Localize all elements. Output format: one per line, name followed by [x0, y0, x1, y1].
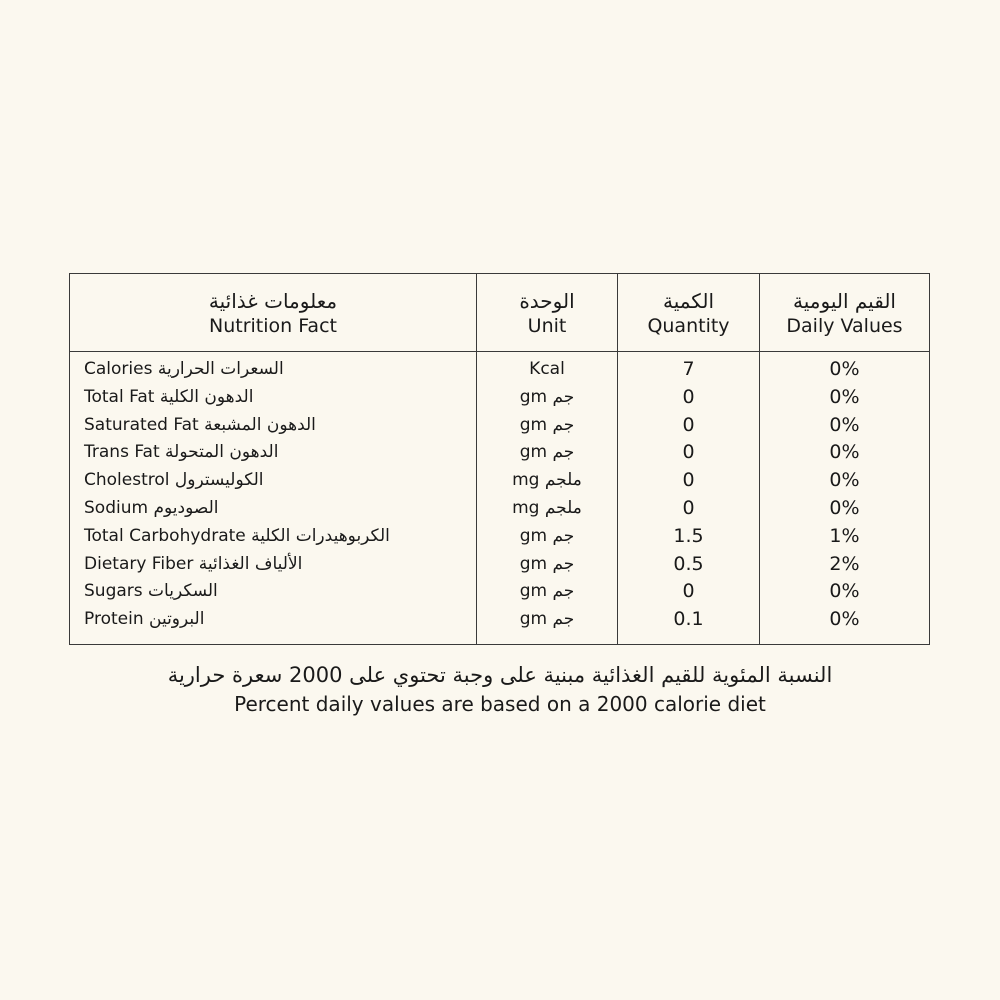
quantity-cell: 0: [682, 441, 695, 464]
daily-value-cell: 2%: [829, 552, 860, 575]
table-row: [70, 467, 929, 495]
nutrient-name: [84, 495, 476, 523]
nutrient-ar: الكوليسترول: [174, 470, 264, 491]
unit-en: mg: [512, 497, 540, 518]
nutrient-en: Dietary Fiber: [84, 553, 194, 574]
nutrient-ar: الدهون المشبعة: [204, 414, 316, 435]
header-quantity-en: Quantity: [647, 314, 730, 337]
daily-value-cell: 0%: [829, 385, 860, 408]
footer-note-ar: النسبة المئوية للقيم الغذائية مبنية على وجبة تحتوي على 2000 سعرة حرارية: [167, 663, 833, 687]
unit-cell: [477, 439, 617, 467]
unit-ar: جم: [552, 525, 575, 546]
header-divider: [70, 351, 929, 352]
quantity-cell: 0: [682, 580, 695, 603]
nutrient-en: Saturated Fat: [84, 414, 199, 435]
nutrient-name: [84, 412, 476, 440]
nutrient-ar: الصوديوم: [153, 497, 219, 518]
quantity-cell: 0.5: [673, 552, 704, 575]
unit-en: gm: [519, 581, 548, 602]
nutrient-ar: الدهون المتحولة: [165, 442, 279, 463]
unit-cell: [477, 551, 617, 579]
unit-cell: [477, 467, 617, 495]
unit-en: mg: [512, 470, 540, 491]
nutrient-name: [84, 439, 476, 467]
header-daily-ar: القيم اليومية: [793, 288, 896, 313]
unit-cell: [477, 523, 617, 551]
unit-en: gm: [519, 414, 548, 435]
quantity-cell: 7: [682, 358, 695, 380]
nutrient-name: [84, 578, 476, 606]
table-row: [70, 384, 929, 412]
nutrient-name: [84, 384, 476, 412]
header-nutrient-ar: معلومات غذائية: [208, 288, 338, 313]
quantity-cell: 0.1: [673, 608, 704, 631]
header-unit: [477, 274, 617, 351]
unit-ar: جم: [552, 581, 575, 602]
header-daily-en: Daily Values: [786, 314, 903, 337]
nutrient-name: [84, 606, 476, 634]
nutrient-en: Protein: [84, 609, 144, 630]
unit-ar: جم: [552, 609, 575, 630]
daily-value-cell: 0%: [829, 469, 860, 492]
table-row: [70, 523, 929, 551]
header-nutrient-en: Nutrition Fact: [209, 314, 337, 337]
daily-value-cell: 1%: [829, 524, 860, 547]
unit-ar: جم: [552, 386, 575, 407]
quantity-cell: 0: [682, 385, 695, 408]
daily-value-cell: 0%: [829, 413, 860, 436]
unit-cell: [477, 578, 617, 606]
unit-cell: [477, 495, 617, 523]
daily-value-cell: 0%: [829, 496, 860, 519]
footer-note-en: Percent daily values are based on a 2000 calorie diet: [234, 692, 766, 716]
daily-value-cell: 0%: [829, 608, 860, 631]
nutrition-table: [69, 273, 930, 645]
quantity-cell: 0: [682, 469, 695, 492]
unit-en: gm: [519, 525, 548, 546]
unit-ar: ملجم: [544, 470, 582, 491]
table-row: [70, 578, 929, 606]
table-row: [70, 495, 929, 523]
table-body: [70, 356, 929, 634]
unit-cell: [477, 606, 617, 634]
unit-ar: جم: [552, 414, 575, 435]
nutrient-name: [84, 551, 476, 579]
nutrient-en: Sugars: [84, 581, 143, 602]
quantity-cell: 0: [682, 413, 695, 436]
daily-value-cell: 0%: [829, 441, 860, 464]
table-row: [70, 439, 929, 467]
quantity-cell: 0: [682, 496, 695, 519]
unit-cell: [477, 412, 617, 440]
nutrient-en: Total Carbohydrate: [84, 525, 246, 546]
nutrient-name: [84, 467, 476, 495]
unit-ar: جم: [552, 442, 575, 463]
table-row: [70, 551, 929, 579]
nutrient-en: Sodium: [84, 497, 149, 518]
header-quantity-ar: الكمية: [662, 288, 714, 313]
unit-cell: [477, 384, 617, 412]
unit-en: gm: [519, 386, 548, 407]
unit-en: gm: [519, 609, 548, 630]
header-daily-values: [760, 274, 929, 351]
nutrient-en: Trans Fat: [84, 442, 160, 463]
quantity-cell: 1.5: [673, 524, 704, 547]
table-row: [70, 606, 929, 634]
nutrient-ar: السعرات الحرارية: [157, 359, 284, 379]
nutrient-ar: الكربوهيدرات الكلية: [251, 525, 390, 546]
unit-en: gm: [519, 553, 548, 574]
nutrient-en: Cholestrol: [84, 470, 170, 491]
unit-cell: [477, 356, 617, 384]
nutrient-ar: الألياف الغذائية: [198, 553, 303, 574]
header-unit-ar: الوحدة: [519, 288, 575, 313]
table-row: [70, 356, 929, 384]
nutrient-name: [84, 356, 476, 384]
daily-value-cell: 0%: [829, 580, 860, 603]
unit-en: Kcal: [529, 359, 565, 379]
nutrient-ar: السكريات: [148, 581, 218, 602]
unit-ar: جم: [552, 553, 575, 574]
nutrient-ar: الدهون الكلية: [159, 386, 254, 407]
unit-ar: ملجم: [544, 497, 582, 518]
nutrient-en: Calories: [84, 359, 153, 379]
header-unit-en: Unit: [527, 314, 567, 337]
nutrient-en: Total Fat: [84, 386, 155, 407]
nutrient-name: [84, 523, 476, 551]
unit-en: gm: [519, 442, 548, 463]
table-row: [70, 412, 929, 440]
header-nutrient: [70, 274, 476, 351]
header-quantity: [618, 274, 759, 351]
daily-value-cell: 0%: [829, 358, 860, 380]
nutrient-ar: البروتين: [149, 609, 205, 630]
